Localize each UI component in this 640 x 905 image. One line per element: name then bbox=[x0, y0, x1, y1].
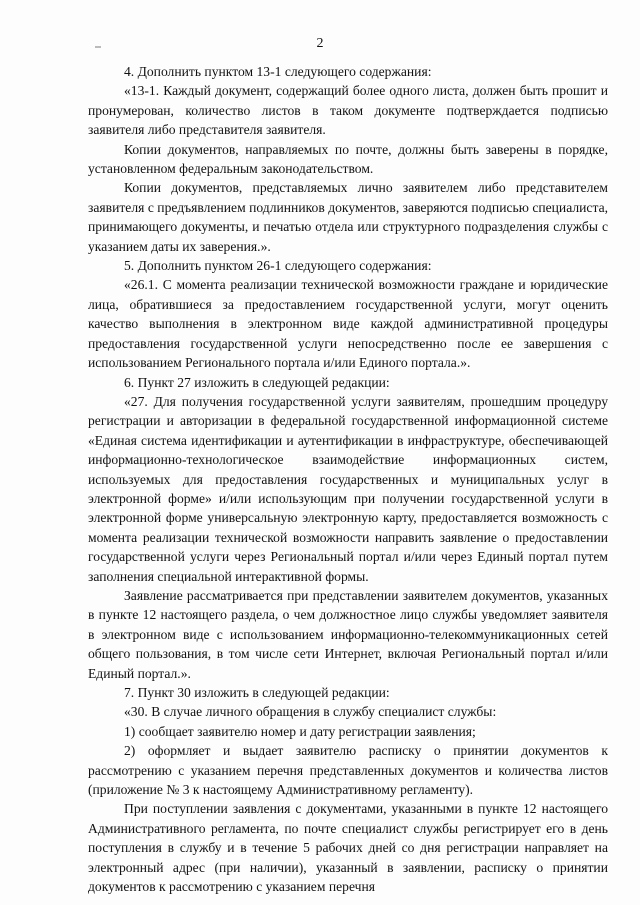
paragraph-item-7-heading: 7. Пункт 30 изложить в следующей редакции: bbox=[124, 685, 390, 700]
paragraph-30-text: «30. В случае личного обращения в службу специалист службы: bbox=[124, 704, 497, 720]
paragraph-27-text: «27. Для получения государственной услуги заявителям, прошедшим процедуру регистрации и авторизации в федеральной государственной информационной системе «Единая система идентификации и аутентификации в инфраструктуре, обеспечивающей информационно-технологическое взаимодействие информационных систем, используемых для предоставления государственных и муниципальных услуг в электронной форме» и/или использующим при получении государственной услуги в электронной форме универсальную электронную карту, предоставляется возможность с момента реализации технической возможности направить заявление о предоставлении государственной услуги через Региональный портал и/или через Единый портал путем заполнения специальной интерактивной формы. bbox=[88, 393, 608, 584]
paragraph-copies-in-person: Копии документов, представляемых лично заявителем либо представителем заявителя с предъявлением подлинников документов, заверяются подписью специалиста, принимающего документы, и печатью отдела или структурного подразделения службы с указанием даты их заверения.». bbox=[88, 180, 608, 254]
paragraph-list-item-2: 2) оформляет и выдает заявителю расписку о принятии документов к рассмотрению с указанием перечня представленных документов и количества листов (приложение № 3 к настоящему Административному регламенту). bbox=[88, 743, 608, 798]
paragraph-item-5-heading: 5. Дополнить пунктом 26-1 следующего содержания: bbox=[124, 258, 432, 274]
paragraph-13-1-text: «13-1. Каждый документ, содержащий более одного листа, должен быть прошит и пронумерован, количество листов в таком документе подтверждается подписью заявителя либо представителя заявителя. bbox=[88, 83, 608, 138]
paragraph-26-1-text: «26.1. С момента реализации технической возможности граждане и юридические лица, обратившиеся за предоставлением государственной услуги, могут оценить качество выполнения в электронном виде каждой административной процедуры предоставления государственной услуги непосредственно после ее завершения с использованием Регионального портала и/или Единого портала.». bbox=[88, 277, 608, 371]
paragraph-item-6-heading: 6. Пункт 27 изложить в следующей редакции: bbox=[124, 374, 390, 390]
paragraph-application-review: Заявление рассматривается при представлении заявителем документов, указанных в пункте 12 настоящего раздела, о чем должностное лицо службы уведомляет заявителя в электронном виде с использованием информационно-телекоммуникационных сетей общего пользования, в том числе сети Интернет, включая Региональный портал и/или Единый портал.». bbox=[88, 587, 608, 681]
paragraph-mail-receipt: При поступлении заявления с документами, указанными в пункте 12 настоящего Административного регламента, по почте специалист службы регистрирует его в день поступления в службу и в течение 5 рабочих дней со дня регистрации направляет на электронный адрес (при наличии), указанный в заявлении, расписку о принятии документов к рассмотрению с указанием перечня bbox=[88, 801, 608, 895]
paragraph-copies-by-mail: Копии документов, направляемых по почте, должны быть заверены в порядке, установленном федеральным законодательством. bbox=[88, 141, 608, 177]
page-number: 2 bbox=[316, 36, 324, 51]
document-body bbox=[88, 62, 608, 896]
paragraph-list-item-1: 1) сообщает заявителю номер и дату регистрации заявления; bbox=[124, 723, 476, 739]
paragraph-item-4-heading: 4. Дополнить пунктом 13-1 следующего содержания: bbox=[124, 64, 432, 79]
